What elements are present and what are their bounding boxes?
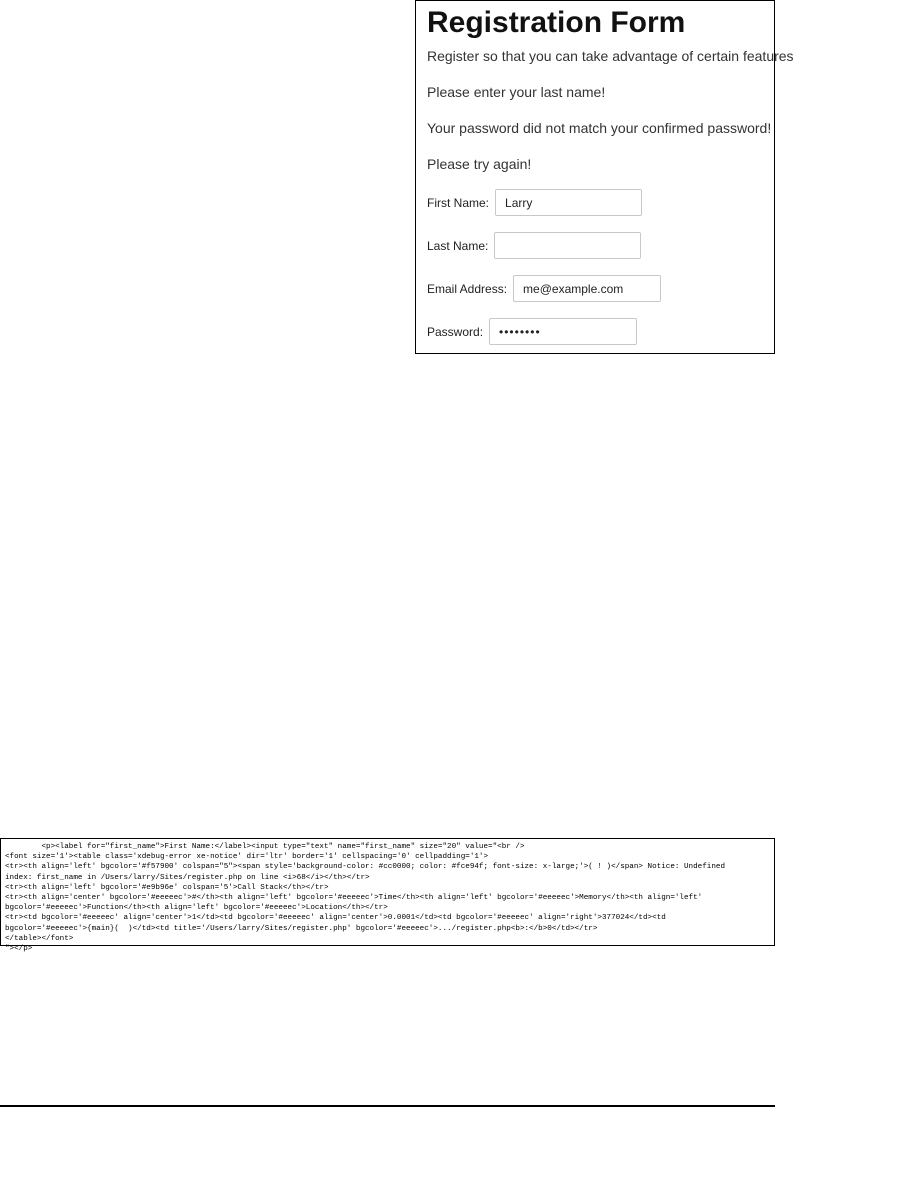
source-line: <tr><th align='center' bgcolor='#eeeeec'>#</th><th align='left' bgcolor='#eeeeec'>Time</th><th align='left' bgcolor='#eeeeec'>Memory</th><th align='left' [5, 894, 703, 903]
password-label: Password: [427, 324, 484, 339]
first-name-label: First Name: [427, 195, 490, 210]
registration-form-screenshot [415, 0, 794, 354]
email-input[interactable] [513, 275, 661, 302]
source-line: <tr><th align='left' bgcolor='#f57900' colspan="5"><span style='background-color: #cc0000; color: #fce94f; font-size: x-large;'>( ! )</span> Notice: Undefined [5, 863, 726, 872]
source-line: bgcolor='#eeeeec'>{main}( )</td><td title='/Users/larry/Sites/register.php' bgcolor='#eeeeec'>.../register.php<b>:</b>0</td></tr> [5, 924, 598, 933]
source-line: <tr><th align='left' bgcolor='#e9b96e' colspan='5'>Call Stack</th></tr> [5, 883, 329, 892]
password-row [427, 318, 774, 345]
last-name-input[interactable] [494, 232, 641, 259]
source-line: <tr><td bgcolor='#eeeeec' align='center'>1</td><td bgcolor='#eeeeec' align='center'>0.0001</td><td bgcolor='#eeeeec' align='right'>377024</td><td [5, 914, 666, 923]
source-line: index: first_name in /Users/larry/Sites/register.php on line <i>68</i></th></tr> [5, 873, 370, 882]
last-name-row [427, 232, 774, 259]
footer-divider [0, 1105, 775, 1107]
email-label: Email Address: [427, 281, 508, 296]
last-name-label: Last Name: [427, 238, 489, 253]
form-intro-text: Register so that you can take advantage of certain features [427, 48, 794, 64]
first-name-row [427, 189, 774, 216]
error-message-try-again: Please try again! [427, 156, 532, 172]
source-line: bgcolor='#eeeeec'>Function</th><th align='left' bgcolor='#eeeeec'>Location</th></tr> [5, 904, 388, 913]
source-line: </table></font> [5, 934, 74, 943]
password-input[interactable] [489, 318, 637, 345]
form-title: Registration Form [427, 6, 686, 39]
source-line: <font size='1'><table class='xdebug-error xe-notice' dir='ltr' border='1' cellspacing='0' cellpadding='1'> [5, 853, 489, 862]
error-message-password-mismatch: Your password did not match your confirmed password! [427, 120, 772, 136]
first-name-input[interactable] [495, 189, 642, 216]
email-row [427, 275, 774, 302]
html-source-screenshot [0, 838, 775, 954]
error-message-last-name: Please enter your last name! [427, 84, 606, 100]
source-line: "></p> [5, 945, 33, 954]
source-line: <p><label for="first_name">First Name:</label><input type="text" name="first_name" size="20" value="<br /> [5, 843, 525, 851]
